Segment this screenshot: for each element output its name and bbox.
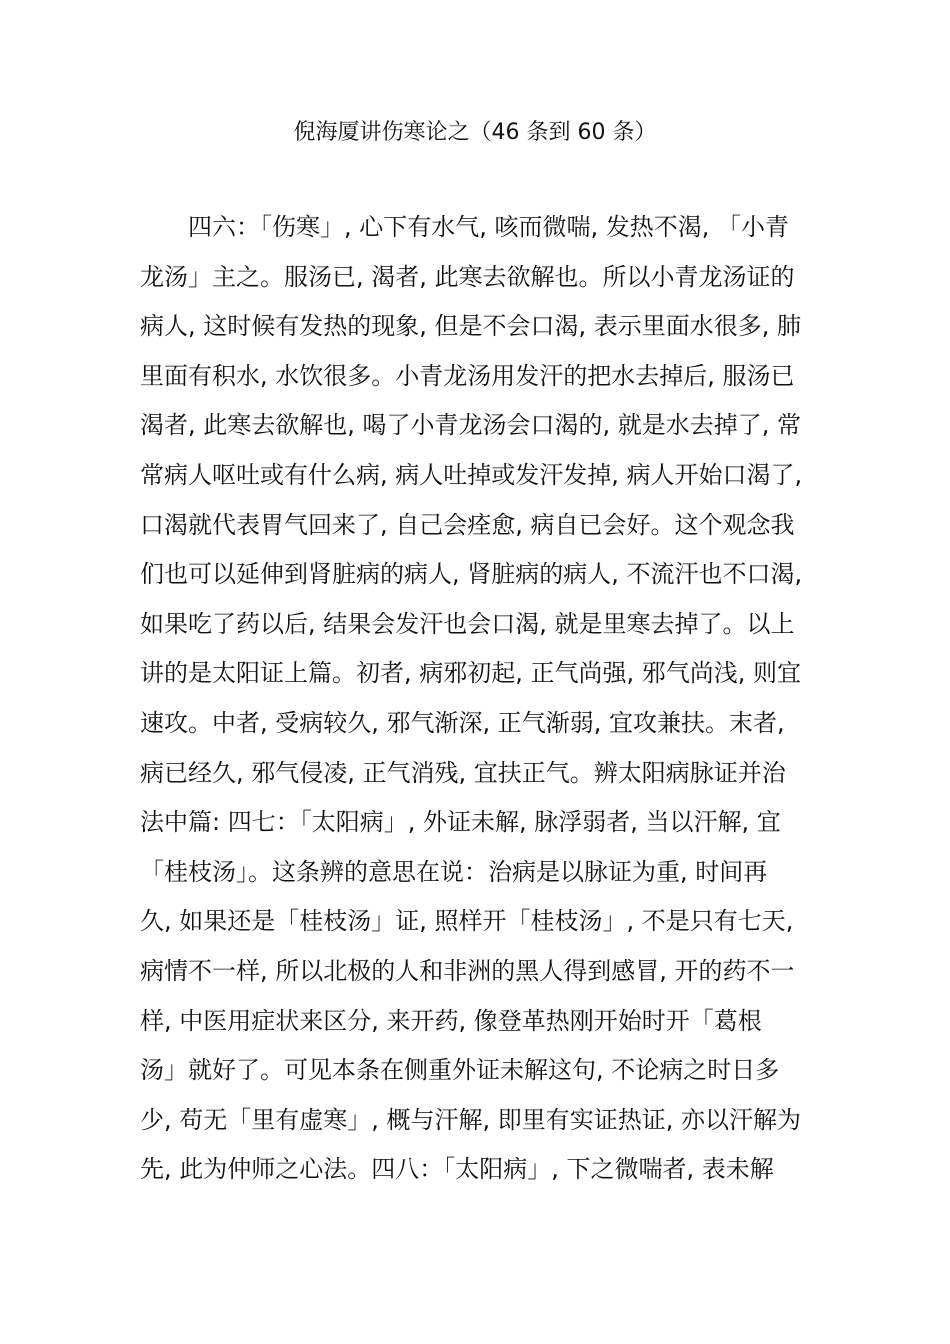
text-line: 病人, 这时候有发热的现象, 但是不会口渴, 表示里面水很多, 肺: [140, 312, 802, 341]
text-line: 口渴就代表胃气回来了, 自己会痊愈, 病自已会好。这个观念我: [140, 510, 795, 539]
text-line: 法中篇: 四七：「太阳病」, 外证未解, 脉浮弱者, 当以汗解, 宜: [140, 808, 781, 837]
text-line: 样, 中医用症状来区分, 来开药, 像登革热刚开始时开「葛根: [140, 1006, 762, 1035]
text-line: 讲的是太阳证上篇。初者, 病邪初起, 正气尚强, 邪气尚浅, 则宜: [140, 659, 802, 688]
text-line: 病已经久, 邪气侵凌, 正气消残, 宜扶正气。辨太阳病脉证并治: [140, 758, 786, 787]
text-line: 如果吃了药以后, 结果会发汗也会口渴, 就是里寒去掉了。以上: [140, 609, 795, 638]
body-text: [140, 203, 820, 1195]
text-line: 常病人呕吐或有什么病, 病人吐掉或发汗发掉, 病人开始口渴了,: [140, 460, 803, 489]
text-line: 四六：「伤寒」, 心下有水气, 咳而微喘, 发热不渴, 「小青: [188, 213, 790, 241]
text-line: 少, 苟无「里有虚寒」, 概与汗解, 即里有实证热证, 亦以汗解为: [140, 1105, 802, 1134]
text-line: 里面有积水, 水饮很多。小青龙汤用发汗的把水去掉后, 服汤已: [140, 361, 795, 390]
text-line: 渴者, 此寒去欲解也, 喝了小青龙汤会口渴的, 就是水去掉了, 常: [140, 411, 802, 440]
text-line: 汤」就好了。可见本条在侧重外证未解这句, 不论病之时日多: [140, 1056, 780, 1085]
text-line: 病情不一样, 所以北极的人和非洲的黑人得到感冒, 开的药不一: [140, 956, 795, 985]
text-line: 「桂枝汤」。这条辨的意思在说：治病是以脉证为重, 时间再: [140, 857, 768, 886]
text-line: 们也可以延伸到肾脏病的病人, 肾脏病的病人, 不流汗也不口渴,: [140, 560, 803, 589]
text-line: 速攻。中者, 受病较久, 邪气渐深, 正气渐弱, 宜攻兼扶。末者,: [140, 708, 785, 737]
document-title: 倪海厦讲伤寒论之（46 条到 60 条）: [293, 120, 657, 145]
text-line: 先, 此为仲师之心法。四八：「太阳病」, 下之微喘者, 表未解: [140, 1155, 774, 1184]
text-line: 久, 如果还是「桂枝汤」证, 照样开「桂枝汤」, 不是只有七天,: [140, 907, 794, 936]
text-line: 龙汤」主之。服汤已, 渴者, 此寒去欲解也。所以小青龙汤证的: [140, 262, 795, 291]
